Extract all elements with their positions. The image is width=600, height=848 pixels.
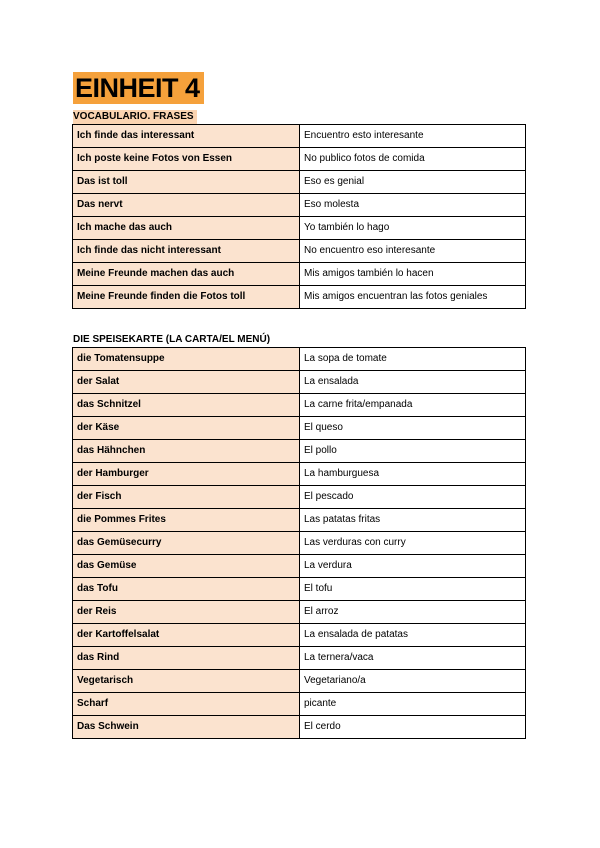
spanish-translation-cell: Mis amigos encuentran las fotos geniales <box>300 286 526 309</box>
spanish-translation-cell: Mis amigos también lo hacen <box>300 263 526 286</box>
german-term-cell: das Schnitzel <box>73 394 300 417</box>
table-row <box>73 647 526 670</box>
spanish-translation-cell: No encuentro eso interesante <box>300 240 526 263</box>
spanish-translation-cell: Encuentro esto interesante <box>300 125 526 148</box>
table-row <box>73 217 526 240</box>
table-row <box>73 670 526 693</box>
table-row <box>73 394 526 417</box>
spanish-translation-cell: El arroz <box>300 601 526 624</box>
table-row <box>73 578 526 601</box>
german-term-cell: Meine Freunde machen das auch <box>73 263 300 286</box>
german-term-cell: der Reis <box>73 601 300 624</box>
german-term-cell: Das Schwein <box>73 716 300 739</box>
spanish-translation-cell: Eso es genial <box>300 171 526 194</box>
table-row <box>73 440 526 463</box>
spanish-translation-cell: Vegetariano/a <box>300 670 526 693</box>
table-row <box>73 286 526 309</box>
german-term-cell: das Tofu <box>73 578 300 601</box>
spanish-translation-cell: Las patatas fritas <box>300 509 526 532</box>
spanish-translation-cell: La ternera/vaca <box>300 647 526 670</box>
table-row <box>73 463 526 486</box>
spanish-translation-cell: Eso molesta <box>300 194 526 217</box>
spanish-translation-cell: No publico fotos de comida <box>300 148 526 171</box>
spanish-translation-cell: La sopa de tomate <box>300 348 526 371</box>
german-term-cell: das Gemüsecurry <box>73 532 300 555</box>
german-term-cell: Ich finde das interessant <box>73 125 300 148</box>
german-term-cell: die Pommes Frites <box>73 509 300 532</box>
menu-table <box>72 347 526 739</box>
german-term-cell: Scharf <box>73 693 300 716</box>
page-title: EINHEIT 4 <box>73 72 204 104</box>
spanish-translation-cell: El queso <box>300 417 526 440</box>
german-term-cell: der Salat <box>73 371 300 394</box>
spanish-translation-cell: El pollo <box>300 440 526 463</box>
spanish-translation-cell: La verdura <box>300 555 526 578</box>
german-term-cell: Das ist toll <box>73 171 300 194</box>
table-row <box>73 624 526 647</box>
german-term-cell: der Kartoffelsalat <box>73 624 300 647</box>
table-row <box>73 716 526 739</box>
german-term-cell: Meine Freunde finden die Fotos toll <box>73 286 300 309</box>
section-heading-menu: DIE SPEISEKARTE (LA CARTA/EL MENÚ) <box>73 334 271 345</box>
spanish-translation-cell: picante <box>300 693 526 716</box>
spanish-translation-cell: El tofu <box>300 578 526 601</box>
table-row <box>73 486 526 509</box>
table-row <box>73 194 526 217</box>
spanish-translation-cell: El pescado <box>300 486 526 509</box>
german-term-cell: das Rind <box>73 647 300 670</box>
table-row <box>73 125 526 148</box>
spanish-translation-cell: Las verduras con curry <box>300 532 526 555</box>
vocabulary-table <box>72 124 526 309</box>
table-row <box>73 171 526 194</box>
spanish-translation-cell: La ensalada <box>300 371 526 394</box>
german-term-cell: das Gemüse <box>73 555 300 578</box>
german-term-cell: die Tomatensuppe <box>73 348 300 371</box>
german-term-cell: Ich finde das nicht interessant <box>73 240 300 263</box>
table-row <box>73 417 526 440</box>
german-term-cell: Das nervt <box>73 194 300 217</box>
spanish-translation-cell: El cerdo <box>300 716 526 739</box>
german-term-cell: Ich mache das auch <box>73 217 300 240</box>
spanish-translation-cell: La carne frita/empanada <box>300 394 526 417</box>
spanish-translation-cell: La hamburguesa <box>300 463 526 486</box>
table-row <box>73 348 526 371</box>
german-term-cell: das Hähnchen <box>73 440 300 463</box>
table-row <box>73 509 526 532</box>
table-row <box>73 555 526 578</box>
table-row <box>73 148 526 171</box>
table-row <box>73 263 526 286</box>
section-heading-vocabulary: VOCABULARIO. FRASES <box>73 110 197 124</box>
german-term-cell: der Fisch <box>73 486 300 509</box>
german-term-cell: der Käse <box>73 417 300 440</box>
spanish-translation-cell: La ensalada de patatas <box>300 624 526 647</box>
table-row <box>73 601 526 624</box>
table-row <box>73 693 526 716</box>
german-term-cell: Vegetarisch <box>73 670 300 693</box>
spanish-translation-cell: Yo también lo hago <box>300 217 526 240</box>
german-term-cell: der Hamburger <box>73 463 300 486</box>
german-term-cell: Ich poste keine Fotos von Essen <box>73 148 300 171</box>
table-row <box>73 240 526 263</box>
table-row <box>73 532 526 555</box>
table-row <box>73 371 526 394</box>
